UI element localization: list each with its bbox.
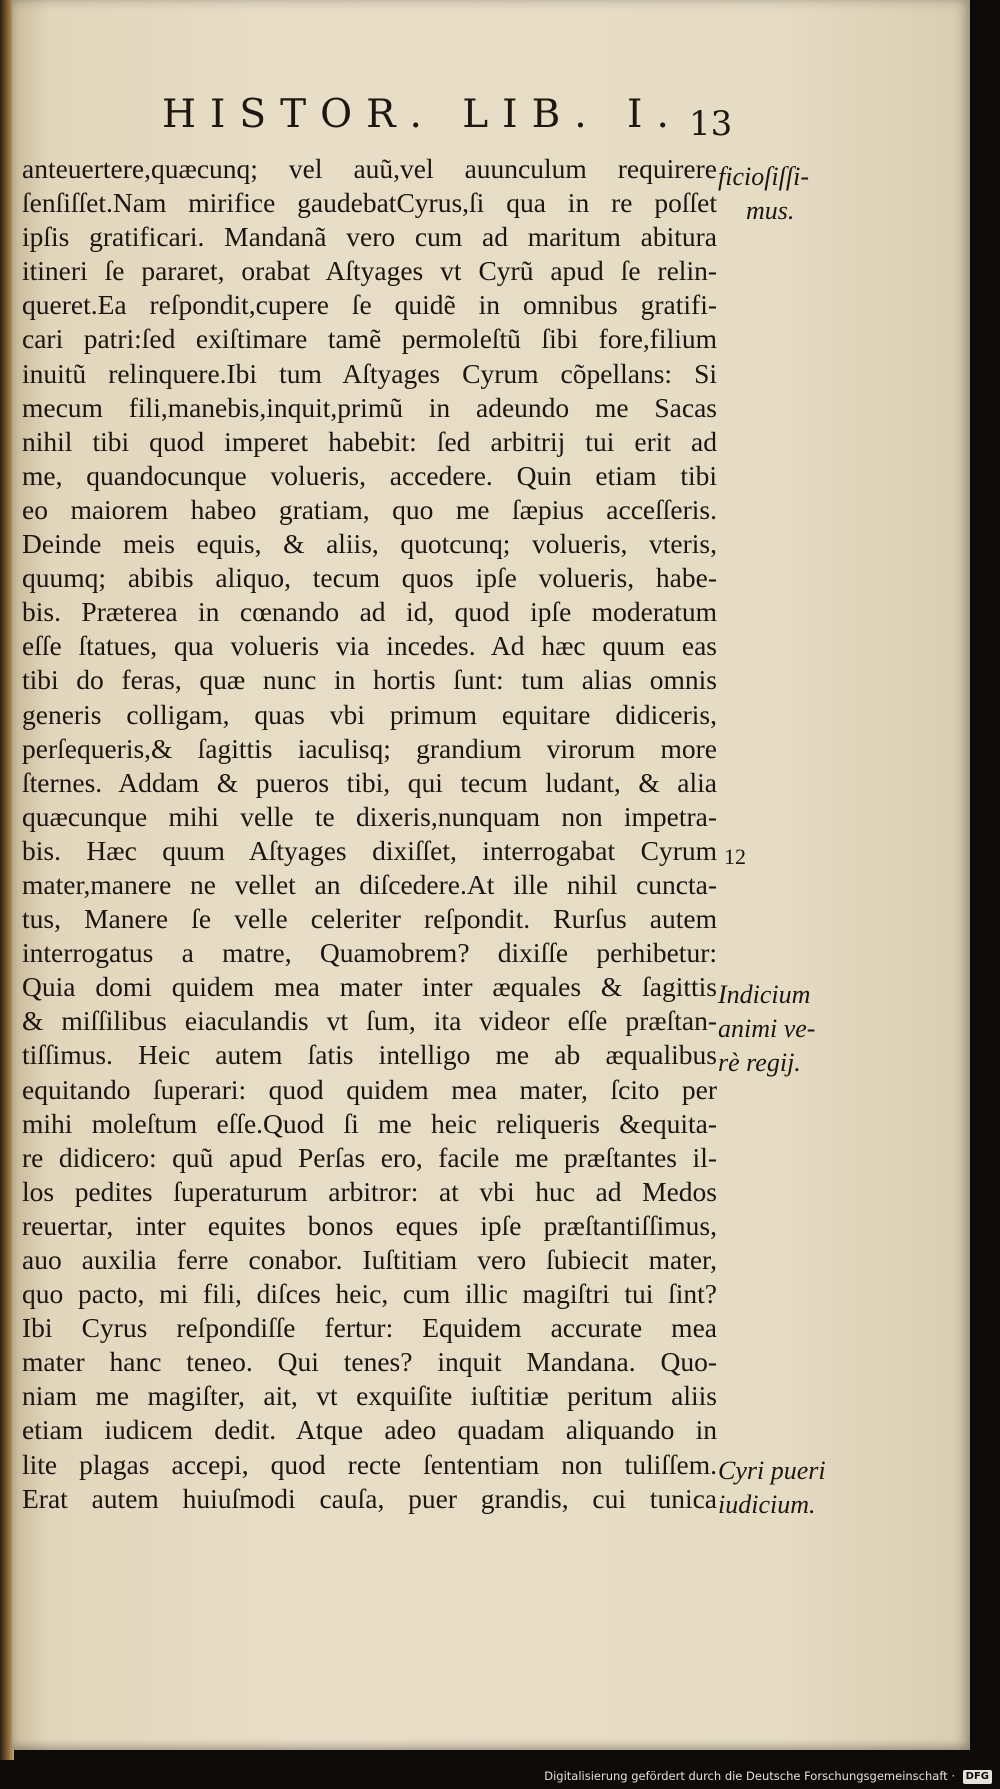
text-line: bis. Hæc quum Aſtyages dixiſſet, interrogabat Cyrum [22,834,717,866]
text-line: quæcunque mihi velle te dixeris,nunquam non impetra- [22,800,717,832]
marginal-note-line: Indicium [718,980,811,1009]
text-line: mater,manere ne vellet an diſcedere.At ille nihil cuncta- [22,868,717,900]
text-line: auo auxilia ferre conabor. Iuſtitiam vero ſubiecit mater, [22,1244,717,1275]
marginal-note-line: rè regij. [718,1048,801,1077]
text-line: queret.Ea reſpondit,cupere ſe quidẽ in omnibus gratifi- [22,289,717,321]
text-line: quo pacto, mi fili, diſces heic, cum illic magiſtri tui ſint? [22,1278,717,1310]
text-line: lite plagas accepi, quod recte ſententiam non tuliſſem. [22,1448,717,1480]
text-line: tiſſimus. Heic autem ſatis intelligo me ab æqualibus [22,1039,717,1071]
text-line: nihil tibi quod imperet habebit: ſed arbitrij tui erit ad [22,425,717,457]
page-number: 13 [689,104,733,144]
marginal-note-3 [718,1454,858,1522]
text-line: ſenſiſſet.Nam mirifice gaudebatCyrus,ſi qua in re poſſet [22,187,717,219]
text-line: generis colligam, quas vbi primum equitare didiceris, [22,698,717,730]
text-line: perſequeris,& ſagittis iaculisq; grandium virorum more [22,732,717,764]
marginal-note-line: iudicium. [718,1490,816,1519]
credit-text: Digitalisierung gefördert durch die Deutsche Forschungsgemeinschaft · [544,1769,955,1783]
section-number: 12 [724,844,746,869]
text-line: niam me magiſter, ait, vt exquiſite iuſtitiæ peritum aliis [22,1380,717,1412]
text-line: mecum fili,manebis,inquit,primũ in adeundo me Sacas [22,391,717,423]
marginal-note-1 [718,160,858,228]
text-line: Ibi Cyrus reſpondiſſe fertur: Equidem accurate mea [22,1312,717,1344]
text-line: & miſſilibus eiaculandis vt ſum, ita videor eſſe præſtan- [22,1005,717,1037]
marginal-note-line: ficioſiſſi- [718,162,809,191]
marginal-note-line: Cyri pueri [718,1456,826,1485]
text-line: Deinde meis equis, & aliis, quotcunq; volueris, vteris, [22,528,717,560]
book-page [12,0,970,1750]
text-line: ſternes. Addam & pueros tibi, qui tecum ludant, & alia [22,766,717,798]
marginal-note-line: animi ve- [718,1014,816,1043]
running-title: HISTOR. LIB. I. [162,92,683,137]
text-line: mihi moleſtum eſſe.Quod ſi me heic reliqueris &equita- [22,1107,717,1139]
text-line: interrogatus a matre, Quamobrem? dixiſſe perhibetur: [22,937,717,969]
text-line: bis. Præterea in cœnando ad id, quod ipſe moderatum [22,596,717,628]
text-line: inuitũ relinquere.Ibi tum Aſtyages Cyrum cõpellans: Si [22,357,717,389]
text-line: re didicero: quũ apud Perſas ero, facile me præſtantes il- [22,1141,717,1173]
text-line: eſſe ſtatues, qua volueris via incedes. Ad hæc quum eas [22,630,717,662]
text-line: etiam iudicem dedit. Atque adeo quadam aliquando in [22,1414,717,1446]
text-line: ipſis gratificari. Mandanã vero cum ad maritum abitura [22,221,717,253]
marginal-note-2 [718,978,858,1080]
text-line: eo maiorem habeo gratiam, quo me ſæpius acceſſeris. [22,493,717,525]
text-line: anteuertere,quæcunq; vel auũ,vel auunculum requirere [22,153,717,184]
main-text-block [22,152,717,1516]
text-line: reuertar, inter equites bonos eques ipſe præſtantiſſimus, [22,1209,717,1241]
text-line: los pedites ſuperaturum arbitror: at vbi huc ad Medos [22,1175,717,1207]
dfg-logo: DFG [963,1770,992,1784]
digitization-credit [544,1765,992,1787]
text-line: tus, Manere ſe velle celeriter reſpondit. Rurſus autem [22,903,717,935]
text-line: quumq; abibis aliquo, tecum quos ipſe volueris, habe- [22,562,717,594]
text-line: mater hanc teneo. Qui tenes? inquit Mandana. Quo- [22,1346,717,1378]
marginal-note-line: mus. [746,196,795,225]
text-line: Erat autem huiuſmodi cauſa, puer grandis, cui tunica [22,1482,717,1514]
text-line: itineri ſe pararet, orabat Aſtyages vt Cyrũ apud ſe relin- [22,255,717,287]
text-line: cari patri:ſed exiſtimare tamẽ permoleſtũ ſibi fore,filium [22,323,717,355]
text-line: tibi do feras, quæ nunc in hortis ſunt: tum alias omnis [22,664,717,696]
text-line: Quia domi quidem mea mater inter æquales & ſagittis [22,971,717,1003]
text-line: me, quandocunque volueris, accedere. Quin etiam tibi [22,459,717,491]
text-line: equitando ſuperari: quod quidem mea mater, ſcito per [22,1073,717,1105]
